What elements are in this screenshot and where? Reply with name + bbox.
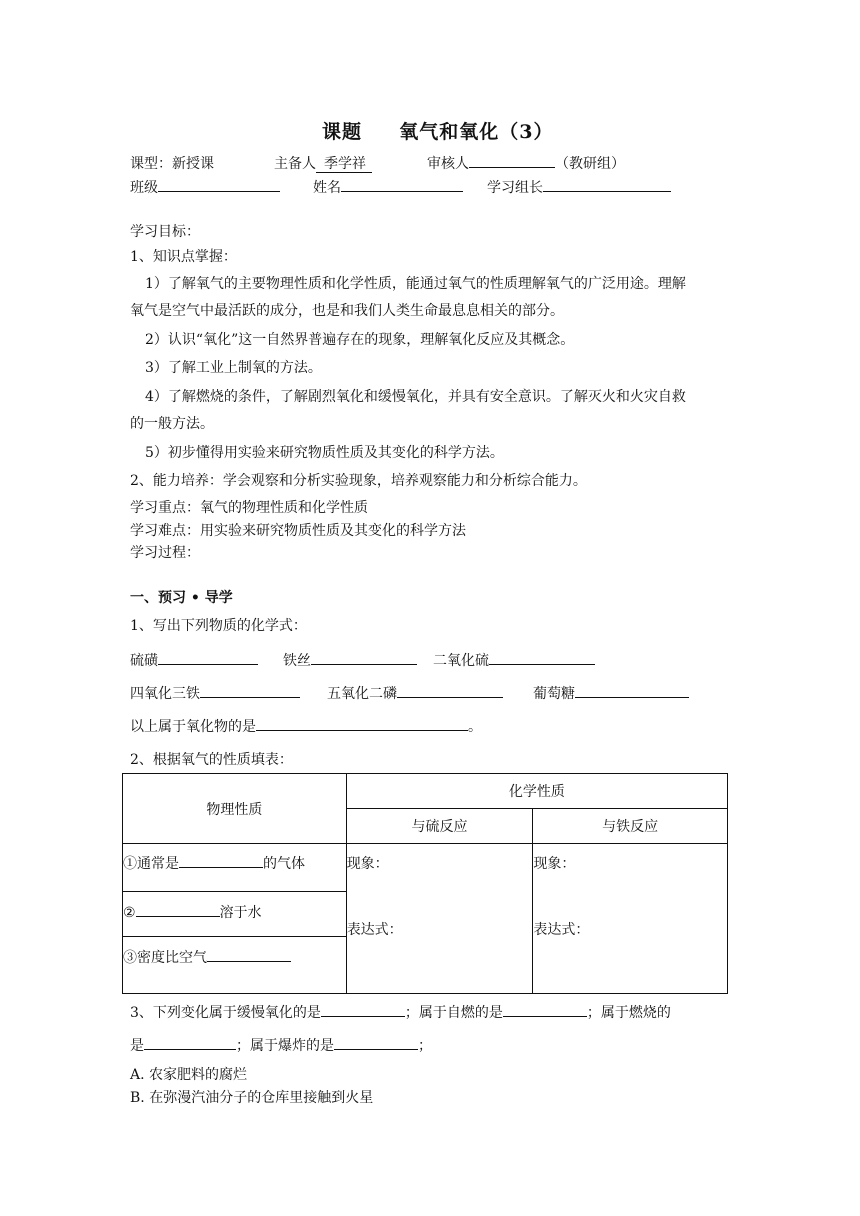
substance-label: 铁丝 <box>283 653 311 669</box>
ability-line: 2、能力培养：学会观察和分析实验现象，培养观察能力和分析综合能力。 <box>130 473 587 489</box>
formula-item <box>433 650 595 670</box>
objective-line: 5）初步懂得用实验来研究物质性质及其变化的科学方法。 <box>145 445 504 461</box>
key-point: 学习重点：氧气的物理性质和化学性质 <box>130 500 368 516</box>
formula-item <box>130 650 258 670</box>
sulfur-cell[interactable] <box>346 844 533 994</box>
substance-label: 二氧化硫 <box>433 653 489 669</box>
p3-prefix: ③密度比空气 <box>123 950 207 966</box>
reviewer-blank[interactable] <box>469 153 555 168</box>
substance-label: 四氧化三铁 <box>130 686 200 702</box>
properties-table <box>122 773 728 994</box>
preparer-label: 主备人 <box>274 156 316 172</box>
process-heading: 学习过程： <box>130 545 200 561</box>
objective-line: 2）认识“氧化”这一自然界普遍存在的现象，理解氧化反应及其概念。 <box>145 332 575 348</box>
formula-blank[interactable] <box>397 683 503 698</box>
q3-text: 3、下列变化属于缓慢氧化的是 <box>130 1005 321 1021</box>
formula-item <box>533 683 689 703</box>
expression-label: 表达式： <box>346 922 403 938</box>
title-prefix: 课题 <box>322 121 363 143</box>
formula-blank[interactable] <box>489 650 595 665</box>
q3-text: 是 <box>130 1038 144 1054</box>
reviewer-field <box>427 153 625 173</box>
p3-blank[interactable] <box>207 947 291 962</box>
option-b: B. 在弥漫汽油分子的仓库里接触到火星 <box>130 1090 374 1106</box>
q3-text: ； <box>418 1038 432 1054</box>
preparer-name: 季学祥 <box>316 157 372 173</box>
title-main: 氧气和氧化（3） <box>399 121 554 143</box>
substance-label: 硫磺 <box>130 653 158 669</box>
p2-prefix: ② <box>123 905 136 921</box>
formula-item <box>327 683 503 703</box>
expression-label: 表达式： <box>533 922 590 938</box>
explosion-blank[interactable] <box>334 1035 418 1050</box>
page-title <box>322 117 554 144</box>
q3-text: ；属于燃烧的 <box>586 1005 671 1021</box>
spontaneous-combustion-blank[interactable] <box>503 1002 587 1017</box>
oxide-suffix: 。 <box>468 719 482 735</box>
p2-blank[interactable] <box>136 902 220 917</box>
objective-line: 3）了解工业上制氧的方法。 <box>145 360 322 376</box>
slow-oxidation-blank[interactable] <box>321 1002 405 1017</box>
lesson-type: 课型：新授课 <box>130 156 214 172</box>
formula-blank[interactable] <box>575 683 689 698</box>
phenomenon-label: 现象： <box>533 856 576 872</box>
formula-item <box>130 683 300 703</box>
objectives-heading: 学习目标： <box>130 224 200 240</box>
physical-cell-1 <box>123 844 347 892</box>
p2-suffix: 溶于水 <box>219 905 262 921</box>
section-heading: 一、预习 • 导学 <box>130 590 233 606</box>
physical-cell-2 <box>123 892 347 937</box>
combustion-blank[interactable] <box>144 1035 236 1050</box>
leader-blank[interactable] <box>543 177 671 192</box>
leader-field <box>487 177 671 197</box>
class-label: 班级 <box>130 180 158 196</box>
formula-blank[interactable] <box>200 683 300 698</box>
iron-header: 与铁反应 <box>533 809 728 844</box>
difficulty: 学习难点：用实验来研究物质性质及其变化的科学方法 <box>130 523 466 539</box>
p1-prefix: ①通常是 <box>123 856 179 872</box>
chemical-header: 化学性质 <box>346 774 727 809</box>
phenomenon-label: 现象： <box>346 856 389 872</box>
objective-line: 1）了解氧气的主要物理性质和化学性质，能通过氧气的性质理解氧气的广泛用途。理解 <box>145 276 686 292</box>
reviewer-suffix: （教研组） <box>555 156 625 172</box>
substance-label: 葡萄糖 <box>533 686 575 702</box>
formula-blank[interactable] <box>158 650 258 665</box>
option-a: A. 农家肥料的腐烂 <box>130 1067 248 1083</box>
leader-label: 学习组长 <box>487 180 543 196</box>
q3-text: ；属于自燃的是 <box>404 1005 503 1021</box>
objective-line: 氧气是空气中最活跃的成分，也是和我们人类生命最息息相关的部分。 <box>130 303 564 319</box>
p1-blank[interactable] <box>179 853 263 868</box>
oxide-blank[interactable] <box>256 716 468 731</box>
question-3-line-1 <box>130 1002 671 1022</box>
name-field <box>313 177 463 197</box>
name-blank[interactable] <box>341 177 463 192</box>
p1-suffix: 的气体 <box>263 856 305 872</box>
class-field <box>130 177 280 197</box>
oxide-question <box>130 716 482 736</box>
name-label: 姓名 <box>313 180 341 196</box>
reviewer-label: 审核人 <box>427 156 469 172</box>
oxide-prefix: 以上属于氧化物的是 <box>130 719 256 735</box>
physical-cell-3 <box>123 937 347 994</box>
q3-text: ；属于爆炸的是 <box>236 1038 334 1054</box>
formula-item <box>283 650 417 670</box>
question-2: 2、根据氧气的性质填表： <box>130 752 293 768</box>
question-3-line-2 <box>130 1035 432 1055</box>
physical-header: 物理性质 <box>123 774 347 844</box>
knowledge-heading: 1、知识点掌握： <box>130 249 237 265</box>
formula-blank[interactable] <box>311 650 417 665</box>
sulfur-header: 与硫反应 <box>346 809 533 844</box>
preparer-field <box>274 153 372 173</box>
substance-label: 五氧化二磷 <box>327 686 397 702</box>
class-blank[interactable] <box>158 177 280 192</box>
iron-cell[interactable] <box>533 844 728 994</box>
objective-line: 4）了解燃烧的条件，了解剧烈氧化和缓慢氧化，并具有安全意识。了解灭火和火灾自救 <box>145 389 686 405</box>
objective-line: 的一般方法。 <box>130 416 214 432</box>
question-1: 1、写出下列物质的化学式： <box>130 618 307 634</box>
